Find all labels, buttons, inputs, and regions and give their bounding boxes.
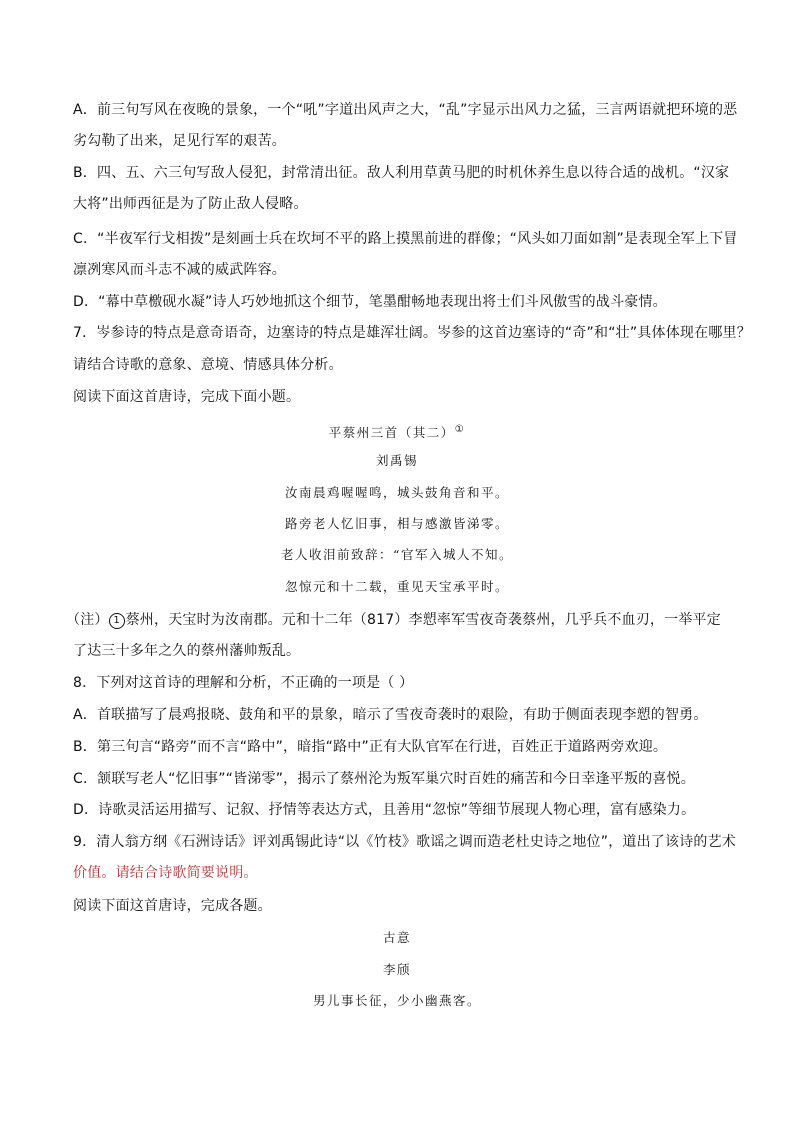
poem-2-title: 古意 (382, 930, 411, 945)
question-8-option-b: B．第三句言“路旁”而不言“路中”，暗指“路中”正有大队官军在行进，百姓正于道路两旁欢迎。 (73, 739, 668, 755)
poem-1-line-3: 老人收泪前致辞：“官军入城人不知。 (281, 547, 513, 562)
question-9-line-2: 价值。请结合诗歌简要说明。 (73, 865, 258, 881)
option-a-line-1: A．前三句写风在夜晚的景象，一个“吼”字道出风声之大，“乱”字显示出风力之猛，三言两语就把环境的恶 (73, 102, 738, 118)
poem-1-line-4: 忽惊元和十二载，重见天宝承平时。 (284, 579, 509, 594)
option-d-line-1: D．“幕中草檄砚水凝”诗人巧妙地抓这个细节，笔墨酣畅地表现出将士们斗风傲雪的战斗豪情。 (73, 294, 667, 310)
poem-1-footnote-mark: ① (454, 424, 466, 435)
note-line-2: 了达三十多年之久的蔡州藩帅叛乱。 (73, 643, 301, 659)
reading-intro-1: 阅读下面这首唐诗，完成下面小题。 (73, 389, 301, 405)
poem-1-line-1: 汝南晨鸡喔喔鸣，城头鼓角音和平。 (284, 485, 509, 500)
question-9-line-1: 9．清人翁方纲《石洲诗话》评刘禹锡此诗“以《竹枝》歌谣之调而造老杜史诗之地位”，道出了该诗的艺术 (73, 834, 737, 850)
question-7-line-1: 7．岑参诗的特点是意奇语奇，边塞诗的特点是雄浑壮阔。岑参的这首边塞诗的“奇”和“壮”具体体现在哪里？ (73, 325, 751, 341)
poem-1-line-2: 路旁老人忆旧事，相与感激皆涕零。 (284, 516, 509, 531)
note-line-1 (66, 610, 726, 630)
poem-1-title-text: 平蔡州三首（其二） (328, 425, 455, 441)
question-8-option-a: A．首联描写了晨鸡报晓、鼓角和平的景象，暗示了雪夜奇袭时的艰险，有助于侧面表现李愬的智勇。 (73, 707, 708, 723)
poem-2-author: 李颀 (382, 962, 411, 977)
question-8-stem: 8．下列对这首诗的理解和分析，不正确的一项是（ ） (73, 675, 414, 691)
reading-intro-2: 阅读下面这首唐诗，完成各题。 (73, 898, 272, 914)
poem-1-author: 刘禹锡 (375, 453, 418, 468)
note-prefix: （注） (66, 612, 109, 628)
note-number-mark: 1 (109, 613, 125, 629)
option-c-line-2: 凛冽寒风而斗志不减的威武阵容。 (73, 262, 286, 278)
poem-2-line-1: 男儿事长征，少小幽燕客。 (312, 993, 481, 1008)
option-a-line-2: 劣勾勒了出来，足见行军的艰苦。 (73, 133, 286, 149)
question-8-option-c: C．颔联写老人“忆旧事”“皆涕零”，揭示了蔡州沦为叛军巢穴时百姓的痛苦和今日幸逢平叛的喜悦。 (73, 771, 695, 787)
option-b-line-1: B．四、五、六三句写敌人侵犯，封常清出征。敌人利用草黄马肥的时机休养生息以待合适的战机。“汉家 (73, 165, 730, 181)
option-b-line-2: 大将”出师西征是为了防止敌人侵略。 (73, 196, 308, 212)
question-7-line-2: 请结合诗歌的意象、意境、情感具体分析。 (73, 357, 343, 373)
poem-1-title (0, 421, 794, 442)
option-c-line-1: C．“半夜军行戈相拨”是刻画士兵在坎坷不平的路上摸黑前进的群像；“风头如刀面如割”是表现全军上下冒 (73, 231, 738, 247)
question-8-option-d: D．诗歌灵活运用描写、记叙、抒情等表达方式，且善用“忽惊”等细节展现人物心理，富有感染力。 (73, 802, 696, 818)
note-text-1: 蔡州，天宝时为汝南郡。元和十二年（817）李愬率军雪夜奇袭蔡州，几乎兵不血刃，一举平定 (125, 612, 721, 628)
